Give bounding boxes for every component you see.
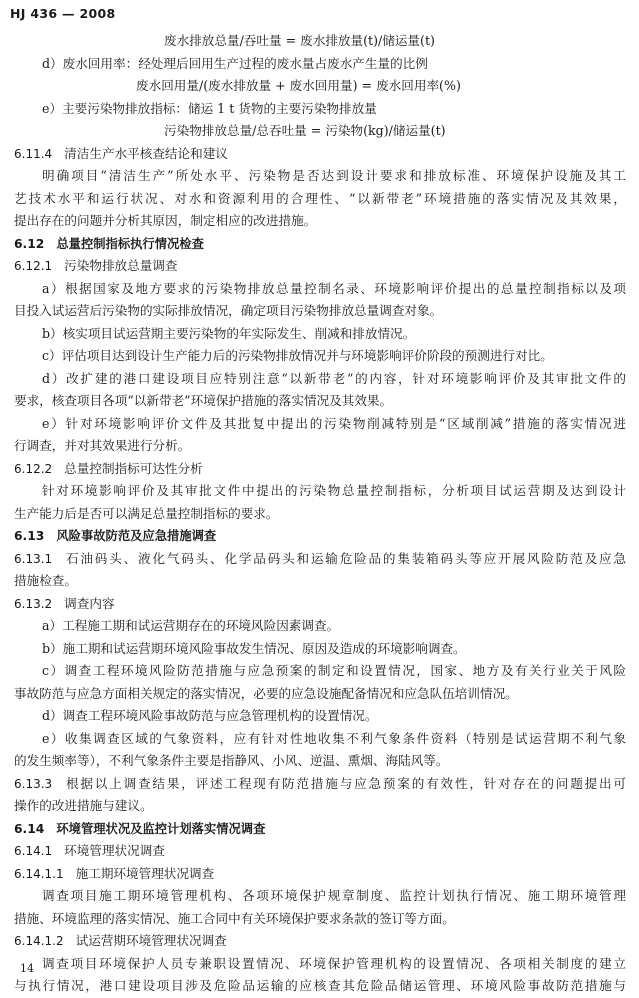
text-line-content: b）施工期和试运营期环境风险事故发生情况、原因及造成的环境影响调查。 <box>42 640 466 656</box>
subsection-heading <box>14 840 626 863</box>
section-title: 环境管理状况及监控计划落实情况调查 <box>56 821 266 836</box>
text-line <box>14 683 626 706</box>
text-line-content: 污染物排放总量/总吞吐量 = 污染物(kg)/储运量(t) <box>164 123 446 138</box>
text-line-content: 调查项目施工期环境管理机构、各项环境保护规章制度、监控计划执行情况、施工期环境管理 <box>42 888 626 903</box>
text-line-content: c）评估项目达到设计生产能力后的污染物排放情况并与环境影响评价阶段的预测进行对比。 <box>42 348 553 363</box>
text-line-content: 废水回用量/(废水排放量 + 废水回用量) = 废水回用率(%) <box>136 78 461 93</box>
subsection-heading <box>14 548 626 571</box>
text-line-content: 提出存在的问题并分析其原因，制定相应的改进措施。 <box>14 213 317 228</box>
text-line-content: a）工程施工期和试运营期存在的环境风险因素调查。 <box>42 618 340 633</box>
text-line-content: 要求，核查项目各项“以新带老”环境保护措施的落实情况及其效果。 <box>14 393 393 408</box>
subsection-heading <box>14 863 626 886</box>
text-line <box>14 435 626 458</box>
section-title: 试运营期环境管理状况调查 <box>75 933 227 948</box>
section-title: 石油码头、液化气码头、化学品码头和运输危险品的集装箱码头等应开展风险防范及应急 <box>64 550 626 566</box>
running-header: HJ 436 — 2008 <box>10 6 116 21</box>
section-number: 6.13.3 <box>14 776 53 791</box>
text-line <box>14 705 626 728</box>
section-number: 6.12 <box>14 236 45 251</box>
subsection-heading <box>14 143 626 166</box>
section-title: 污染物排放总量调查 <box>64 258 178 273</box>
text-line <box>14 345 626 368</box>
text-line <box>14 638 626 661</box>
text-line <box>14 975 626 998</box>
text-line-content: 艺技术水平和运行状况、对水和资源利用的合理性、“以新带老”环境措施的落实情况及其效果， <box>14 190 626 206</box>
section-number: 6.14.1.1 <box>14 866 64 881</box>
text-line <box>14 750 626 773</box>
text-line-content: 调查项目环境保护人员专兼职设置情况、环境保护管理机构的设置情况、各项相关制度的建立 <box>42 955 626 971</box>
text-line <box>14 300 626 323</box>
text-line-content: d）调查工程环境风险事故防范与应急管理机构的设置情况。 <box>42 708 378 723</box>
text-line <box>14 885 626 908</box>
text-line <box>14 53 626 76</box>
text-line-content: b）核实项目试运营期主要污染物的年实际发生、削减和排放情况。 <box>42 325 416 341</box>
text-line-content: 的发生频率等），不利气象条件主要是指静风、小风、逆温、熏烟、海陆风等。 <box>14 753 449 768</box>
text-line <box>14 480 626 503</box>
text-line-content: 针对环境影响评价及其审批文件中提出的污染物总量控制指标，分析项目试运营期及达到设计 <box>42 483 626 498</box>
text-line <box>14 908 626 931</box>
section-title: 总量控制指标执行情况检查 <box>56 236 204 251</box>
subsection-heading <box>14 255 626 278</box>
section-number: 6.12.1 <box>14 259 53 273</box>
page-number: 14 <box>20 962 34 975</box>
text-line <box>14 165 626 188</box>
section-number: 6.13.1 <box>14 551 53 566</box>
section-heading <box>14 525 626 548</box>
section-title: 风险事故防范及应急措施调查 <box>56 529 217 543</box>
section-number: 6.13 <box>14 529 45 543</box>
text-line <box>14 98 626 121</box>
section-title: 根据以上调查结果，评述工程现有防范措施与应急预案的有效性，针对存在的问题提出可 <box>64 775 626 791</box>
section-number: 6.14.1 <box>14 844 53 858</box>
text-line <box>14 795 626 818</box>
text-line-content: 事故防范与应急方面相关规定的落实情况，必要的应急设施配备情况和应急队伍培训情况。 <box>14 685 518 701</box>
subsection-heading <box>14 593 626 616</box>
text-line <box>14 953 626 976</box>
text-line <box>14 503 626 526</box>
text-line <box>14 728 626 751</box>
text-line-content: 措施、环境监理的落实情况、施工合同中有关环境保护要求条款的签订等方面。 <box>14 910 455 926</box>
text-line <box>14 570 626 593</box>
section-number: 6.12.2 <box>14 461 53 476</box>
section-number: 6.14.1.2 <box>14 934 64 948</box>
text-line-content: e）收集调查区域的气象资料，应有针对性地收集不利气象条件资料（特别是试运营期不利气象 <box>42 730 626 746</box>
text-line-content: d）废水回用率：经处理后回用生产过程的废水量占废水产生量的比例 <box>42 55 428 71</box>
text-line-content: e）主要污染物排放指标：储运 1 t 货物的主要污染物排放量 <box>42 100 377 116</box>
section-number: 6.11.4 <box>14 146 53 161</box>
text-line-content: 行调查，并对其效果进行分析。 <box>14 438 191 453</box>
text-line-content: 措施检查。 <box>14 573 77 588</box>
text-line-content: 与执行情况，港口建设项目涉及危险品运输的应核查其危险品储运管理、环境风险事故防范措施与 <box>14 978 626 993</box>
section-number: 6.13.2 <box>14 596 53 611</box>
text-line-content: 生产能力后是否可以满足总量控制指标的要求。 <box>14 505 279 521</box>
text-line-content: 操作的改进措施与建议。 <box>14 798 153 813</box>
text-line <box>14 120 626 143</box>
text-line-content: e）针对环境影响评价文件及其批复中提出的污染物削减特别是“区域削减”措施的落实情况进 <box>42 415 626 431</box>
text-line <box>14 413 626 436</box>
subsection-heading <box>14 458 626 481</box>
text-line-content: d）改扩建的港口建设项目应特别注意“以新带老”的内容，针对环境影响评价及其审批文件的 <box>42 370 626 386</box>
text-line <box>14 660 626 683</box>
subsection-heading <box>14 773 626 796</box>
text-line <box>14 390 626 413</box>
section-title: 调查内容 <box>64 595 115 611</box>
section-title: 施工期环境管理状况调查 <box>75 865 215 881</box>
section-heading <box>14 233 626 256</box>
section-heading <box>14 818 626 841</box>
section-title: 清洁生产水平核查结论和建议 <box>64 145 228 161</box>
text-line <box>14 30 626 53</box>
text-line-content: 目投入试运营后污染物的实际排放情况，确定项目污染物排放总量调查对象。 <box>14 303 443 318</box>
section-number: 6.14 <box>14 821 45 836</box>
text-line <box>14 368 626 391</box>
text-line <box>14 188 626 211</box>
document-body <box>14 30 626 998</box>
text-line <box>14 278 626 301</box>
text-line-content: 明确项目“清洁生产”所处水平、污染物是否达到设计要求和排放标准、环境保护设施及其工 <box>42 168 626 183</box>
text-line <box>14 323 626 346</box>
text-line-content: c）调查工程环境风险防范措施与应急预案的制定和设置情况，国家、地方及有关行业关于风险 <box>42 663 626 678</box>
subsection-heading <box>14 930 626 953</box>
text-line-content: 废水排放总量/吞吐量 = 废水排放量(t)/储运量(t) <box>164 33 435 48</box>
section-title: 环境管理状况调查 <box>64 843 165 858</box>
text-line <box>14 75 626 98</box>
text-line <box>14 210 626 233</box>
text-line <box>14 615 626 638</box>
text-line-content: a）根据国家及地方要求的污染物排放总量控制名录、环境影响评价提出的总量控制指标以及项 <box>42 280 626 296</box>
section-title: 总量控制指标可达性分析 <box>64 460 203 476</box>
